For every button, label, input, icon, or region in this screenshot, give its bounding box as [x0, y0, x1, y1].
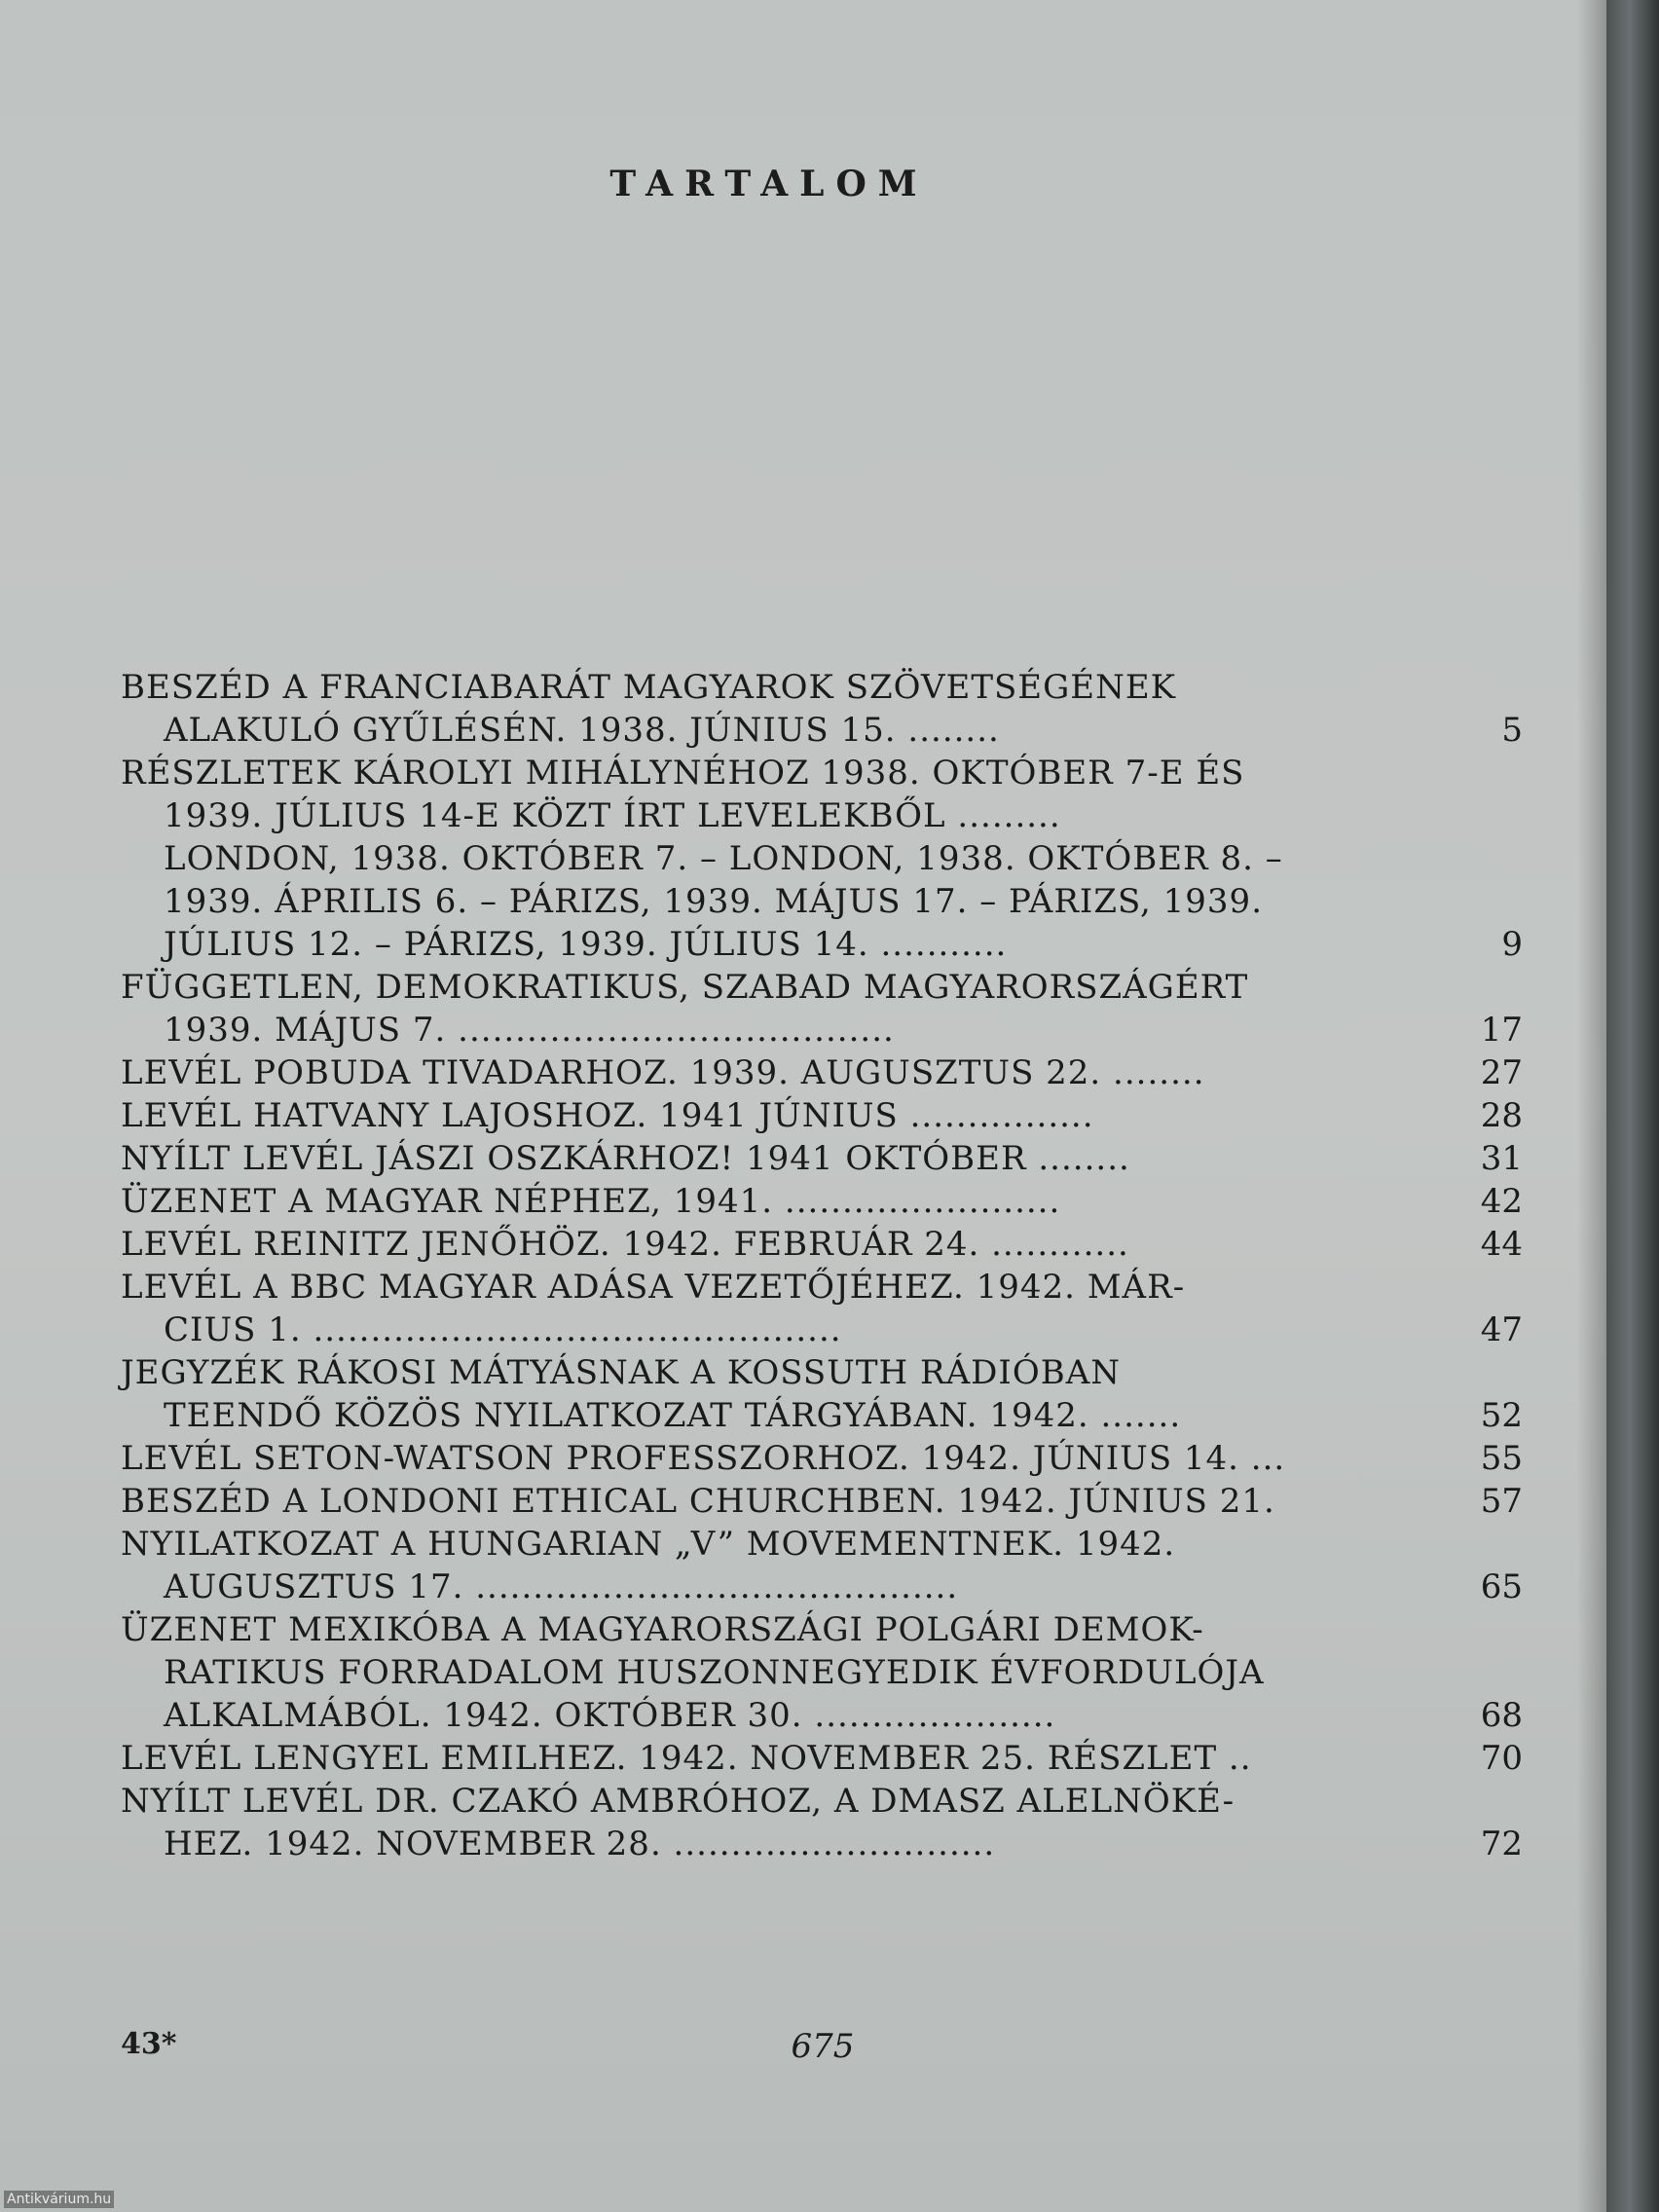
toc-entry-line: HEZ. 1942. NOVEMBER 28. ............................ — [164, 1825, 996, 1863]
toc-entry — [121, 966, 1523, 1051]
toc-entry-line: ÜZENET A MAGYAR NÉPHEZ, 1941. ........................ — [121, 1182, 1061, 1221]
toc-entry-page: 65 — [1480, 1567, 1523, 1606]
toc-entry-page: 17 — [1480, 1011, 1523, 1050]
page-gutter-shadow — [1577, 0, 1606, 2212]
toc-entry — [121, 1608, 1523, 1737]
toc-entry-page: 72 — [1480, 1825, 1523, 1863]
toc-entry-line: JÚLIUS 12. – PÁRIZS, 1939. JÚLIUS 14. ........... — [164, 925, 1008, 964]
toc-entry — [121, 1480, 1523, 1523]
toc-entry — [121, 1737, 1523, 1780]
toc-entry-line: BESZÉD A FRANCIABARÁT MAGYAROK SZÖVETSÉGÉNEK — [121, 668, 1177, 707]
toc-entry-line: ALKALMÁBÓL. 1942. OKTÓBER 30. ..................... — [164, 1696, 1056, 1735]
toc-entry — [121, 1223, 1523, 1266]
toc-entry — [121, 1523, 1523, 1608]
toc-entry-line: TEENDŐ KÖZÖS NYILATKOZAT TÁRGYÁBAN. 1942. ....... — [164, 1396, 1182, 1435]
toc-entry-page: 57 — [1480, 1482, 1523, 1521]
page-title: TARTALOM — [609, 164, 929, 204]
toc-entry-line: ALAKULÓ GYŰLÉSÉN. 1938. JÚNIUS 15. ........ — [164, 711, 1000, 750]
toc-entry-line: LEVÉL REINITZ JENŐHÖZ. 1942. FEBRUÁR 24. ............ — [121, 1225, 1129, 1264]
toc-entry-page: 31 — [1480, 1139, 1523, 1178]
toc-entry-page: 55 — [1480, 1439, 1523, 1478]
toc-entry-line: LONDON, 1938. OKTÓBER 7. – LONDON, 1938. OKTÓBER 8. – — [164, 839, 1283, 878]
toc-entry — [121, 1137, 1523, 1180]
toc-entry — [121, 1266, 1523, 1351]
toc-entry — [121, 752, 1523, 966]
toc-entry-line: RATIKUS FORRADALOM HUSZONNEGYEDIK ÉVFORDULÓJA — [164, 1653, 1265, 1692]
toc-entry-page: 68 — [1480, 1696, 1523, 1735]
watermark: Antikvárium.hu — [4, 2191, 114, 2208]
page-number: 675 — [791, 2027, 855, 2066]
toc-entry-page: 28 — [1480, 1096, 1523, 1135]
toc-entry-line: NYÍLT LEVÉL DR. CZAKÓ AMBRÓHOZ, A DMASZ ALELNÖKÉ- — [121, 1782, 1235, 1821]
toc-entry-line: ÜZENET MEXIKÓBA A MAGYARORSZÁGI POLGÁRI DEMOK- — [121, 1610, 1204, 1649]
toc-entry-line: CIUS 1. .............................................. — [164, 1310, 842, 1349]
toc-entry-line: JEGYZÉK RÁKOSI MÁTYÁSNAK A KOSSUTH RÁDIÓBAN — [121, 1353, 1122, 1392]
toc-entry-line: LEVÉL SETON-WATSON PROFESSZORHOZ. 1942. JÚNIUS 14. ... — [121, 1439, 1286, 1478]
toc-entry-line: NYILATKOZAT A HUNGARIAN „V” MOVEMENTNEK. 1942. — [121, 1525, 1176, 1564]
toc-entry-line: AUGUSZTUS 17. .......................................... — [164, 1567, 959, 1606]
toc-entry-line: 1939. JÚLIUS 14-E KÖZT ÍRT LEVELEKBŐL ......... — [164, 796, 1061, 835]
toc-entry — [121, 1437, 1523, 1480]
toc-entry-page: 27 — [1480, 1053, 1523, 1092]
toc-entry — [121, 1351, 1523, 1437]
signature-mark: 43* — [121, 2027, 177, 2061]
toc-entry — [121, 666, 1523, 752]
toc-entry — [121, 1094, 1523, 1137]
toc-entry-page: 44 — [1480, 1225, 1523, 1264]
toc-entry-line: NYÍLT LEVÉL JÁSZI OSZKÁRHOZ! 1941 OKTÓBER ........ — [121, 1139, 1130, 1178]
toc-entry-line: LEVÉL POBUDA TIVADARHOZ. 1939. AUGUSZTUS 22. ........ — [121, 1053, 1205, 1092]
toc-entry-page: 42 — [1480, 1182, 1523, 1221]
toc-entry-page: 47 — [1480, 1310, 1523, 1349]
toc-entry-line: LEVÉL LENGYEL EMILHEZ. 1942. NOVEMBER 25. RÉSZLET .. — [121, 1739, 1252, 1778]
toc-entry-line: LEVÉL A BBC MAGYAR ADÁSA VEZETŐJÉHEZ. 1942. MÁR- — [121, 1268, 1186, 1307]
toc-entry-line: FÜGGETLEN, DEMOKRATIKUS, SZABAD MAGYARORSZÁGÉRT — [121, 968, 1249, 1007]
toc-entry-line: LEVÉL HATVANY LAJOSHOZ. 1941 JÚNIUS ................ — [121, 1096, 1094, 1135]
toc-entry-line: BESZÉD A LONDONI ETHICAL CHURCHBEN. 1942. JÚNIUS 21. — [121, 1482, 1275, 1521]
toc-entry-page: 9 — [1501, 925, 1523, 964]
toc-entry-line: RÉSZLETEK KÁROLYI MIHÁLYNÉHOZ 1938. OKTÓBER 7-E ÉS — [121, 754, 1245, 793]
book-edge — [1606, 0, 1659, 2212]
toc-entry — [121, 1180, 1523, 1223]
toc-entry — [121, 1780, 1523, 1865]
toc-entry — [121, 1051, 1523, 1094]
toc-entry-line: 1939. MÁJUS 7. ...................................... — [164, 1011, 895, 1050]
toc-entry-page: 52 — [1480, 1396, 1523, 1435]
table-of-contents — [121, 666, 1523, 1865]
toc-entry-line: 1939. ÁPRILIS 6. – PÁRIZS, 1939. MÁJUS 17. – PÁRIZS, 1939. — [164, 882, 1263, 921]
toc-entry-page: 5 — [1501, 711, 1523, 750]
toc-entry-page: 70 — [1480, 1739, 1523, 1778]
